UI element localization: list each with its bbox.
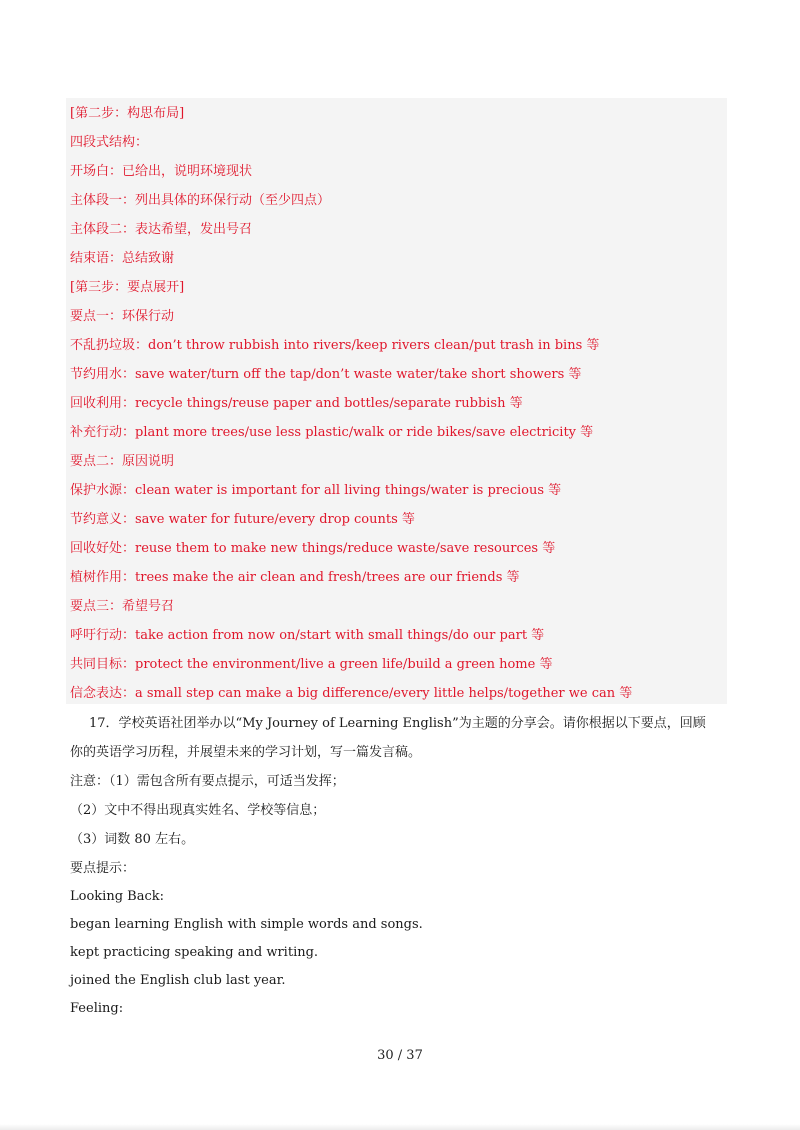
body-paragraph-2: 主体段二：表达希望，发出号召 (70, 222, 253, 237)
step3-heading: [第三步：要点展开] (70, 280, 185, 295)
point3-item-3: 信念表达：a small step can make a big difference/every little helps/together we can 等 (70, 686, 633, 701)
step2-heading: [第二步：构思布局] (70, 106, 185, 121)
point1-item-4: 补充行动：plant more trees/use less plastic/walk or ride bikes/save electricity 等 (70, 425, 594, 440)
point1-item-2: 节约用水：save water/turn off the tap/don’t waste water/take short showers 等 (70, 367, 582, 382)
note-1: 注意：（1）需包含所有要点提示，可适当发挥； (70, 774, 345, 789)
point2-item-2: 节约意义：save water for future/every drop counts 等 (70, 512, 415, 527)
body-paragraph-1: 主体段一：列出具体的环保行动（至少四点） (70, 193, 331, 208)
point2-item-4: 植树作用：trees make the air clean and fresh/trees are our friends 等 (70, 570, 520, 585)
closing-line: 结束语：总结致谢 (70, 251, 175, 266)
note-2: （2）文中不得出现真实姓名、学校等信息； (70, 803, 326, 818)
looking-back-heading: Looking Back: (70, 889, 164, 904)
point3-item-1: 呼吁行动：take action from now on/start with small things/do our part 等 (70, 628, 545, 643)
feeling-heading: Feeling: (70, 1001, 124, 1016)
structure-label: 四段式结构： (70, 135, 149, 150)
hint-3: joined the English club last year. (70, 973, 286, 988)
point1-item-3: 回收利用：recycle things/reuse paper and bottles/separate rubbish 等 (70, 396, 523, 411)
point2-item-3: 回收好处：reuse them to make new things/reduce waste/save resources 等 (70, 541, 556, 556)
point1-heading: 要点一：环保行动 (70, 309, 175, 324)
note-3: （3）词数 80 左右。 (70, 832, 195, 847)
point1-item-1: 不乱扔垃圾：don’t throw rubbish into rivers/keep rivers clean/put trash in bins 等 (70, 338, 600, 353)
point3-heading: 要点三：希望号召 (70, 599, 175, 614)
hints-title: 要点提示： (70, 861, 136, 876)
question-17-line-2: 你的英语学习历程，并展望未来的学习计划，写一篇发言稿。 (70, 745, 422, 760)
opening-line: 开场白：已给出，说明环境现状 (70, 164, 253, 179)
scan-edge-shadow (0, 1124, 800, 1130)
hint-2: kept practicing speaking and writing. (70, 945, 319, 960)
hint-1: began learning English with simple words and songs. (70, 917, 423, 932)
point2-heading: 要点二：原因说明 (70, 454, 175, 469)
page-number: 30 / 37 (377, 1048, 423, 1063)
question-17-line-1: 17．学校英语社团举办以“My Journey of Learning English”为主题的分享会。请你根据以下要点，回顾 (89, 716, 706, 731)
point2-item-1: 保护水源：clean water is important for all living things/water is precious 等 (70, 483, 562, 498)
point3-item-2: 共同目标：protect the environment/live a green life/build a green home 等 (70, 657, 553, 672)
